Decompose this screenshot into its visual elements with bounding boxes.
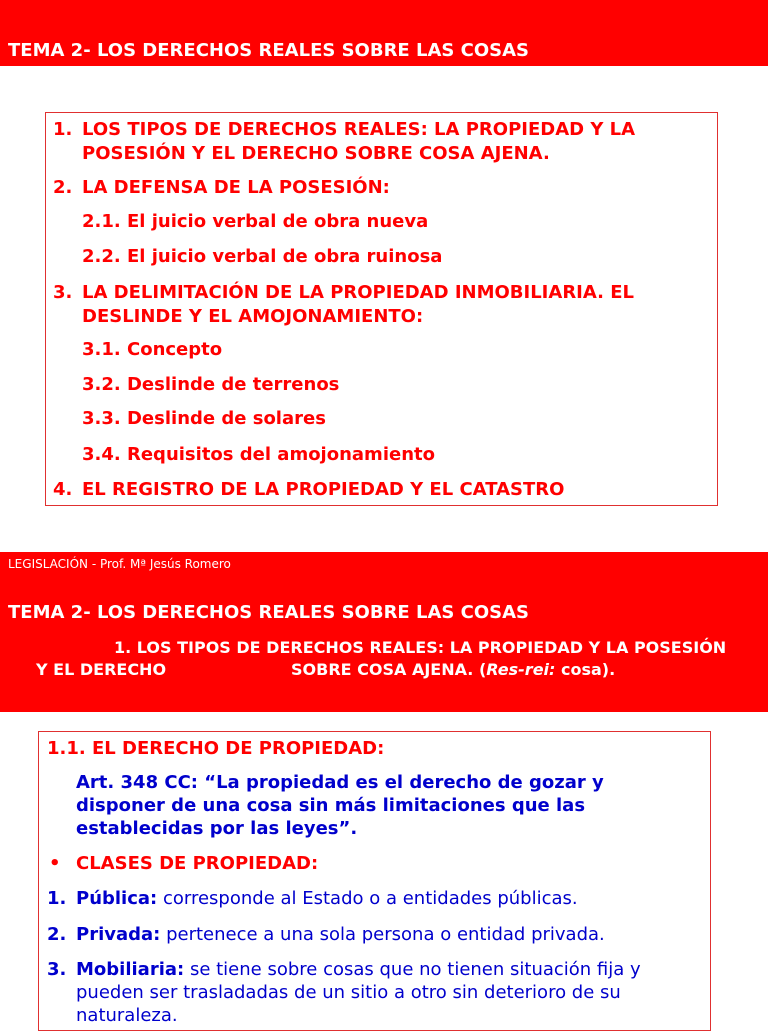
subtitle-line-2a: Y EL DERECHO [36,660,167,679]
class-term: Pública: [76,888,158,909]
slide-title: TEMA 2- LOS DERECHOS REALES SOBRE LAS COSAS [8,40,529,61]
subtitle-line-1: 1. LOS TIPOS DE DERECHOS REALES: LA PROPIEDAD Y LA POSESIÓN [114,638,727,657]
contents-box [45,112,718,506]
item-number: 1. [53,119,73,140]
item-text: DESLINDE Y EL AMOJONAMIENTO: [82,306,424,327]
class-term: Privada: [76,924,161,945]
class-item [47,887,66,911]
item-text: 3.1. Concepto [82,339,223,360]
item-text: POSESIÓN Y EL DERECHO SOBRE COSA AJENA. [82,143,550,164]
class-item-text [76,887,578,911]
slide-2 [0,552,768,1024]
classes-heading: CLASES DE PROPIEDAD: [76,853,319,874]
class-item [47,923,66,947]
class-continuation: pueden ser trasladadas de un sitio a otro sin deterioro de su [76,982,621,1003]
class-item-text [76,958,641,982]
class-number: 3. [47,959,67,980]
class-desc: pertenece a una sola persona o entidad privada. [160,924,605,945]
slide-title: TEMA 2- LOS DERECHOS REALES SOBRE LAS COSAS [8,602,529,623]
class-desc: corresponde al Estado o a entidades públicas. [157,888,578,909]
title-bar [0,0,768,66]
class-item [47,958,66,982]
footer-credit: LEGISLACIÓN - Prof. Mª Jesús Romero [8,557,231,571]
item-text: 2.2. El juicio verbal de obra ruinosa [82,246,443,267]
quote-line: establecidas por las leyes”. [76,818,358,839]
section-heading: 1.1. EL DERECHO DE PROPIEDAD: [47,738,385,759]
item-text: 2.1. El juicio verbal de obra nueva [82,211,429,232]
quote-line: disponer de una cosa sin más limitaciones que las [76,795,586,816]
content-box [38,731,711,1031]
item-text: EL REGISTRO DE LA PROPIEDAD Y EL CATASTRO [82,479,565,500]
bullet: • [49,853,61,874]
subtitle-italic: Res-rei: [486,660,556,679]
item-text: LA DELIMITACIÓN DE LA PROPIEDAD INMOBILIARIA. EL [82,282,635,303]
item-text: 3.4. Requisitos del amojonamiento [82,444,435,465]
class-term: Mobiliaria: [76,959,185,980]
class-desc: se tiene sobre cosas que no tienen situación fija y [184,959,641,980]
header-bar [0,552,768,712]
class-item-text [76,923,605,947]
item-text: LA DEFENSA DE LA POSESIÓN: [82,177,390,198]
item-text: LOS TIPOS DE DERECHOS REALES: LA PROPIEDAD Y LA [82,119,636,140]
class-number: 2. [47,924,67,945]
item-number: 2. [53,177,73,198]
subtitle-text: SOBRE COSA AJENA. ( [291,660,487,679]
item-text: 3.3. Deslinde de solares [82,408,326,429]
item-text: 3.2. Deslinde de terrenos [82,374,340,395]
item-number: 4. [53,479,73,500]
item-number: 3. [53,282,73,303]
subtitle-text: cosa). [555,660,616,679]
class-continuation: naturaleza. [76,1005,178,1026]
class-number: 1. [47,888,67,909]
subtitle-line-2b [291,660,615,679]
quote-line: Art. 348 CC: “La propiedad es el derecho de gozar y [76,772,604,793]
